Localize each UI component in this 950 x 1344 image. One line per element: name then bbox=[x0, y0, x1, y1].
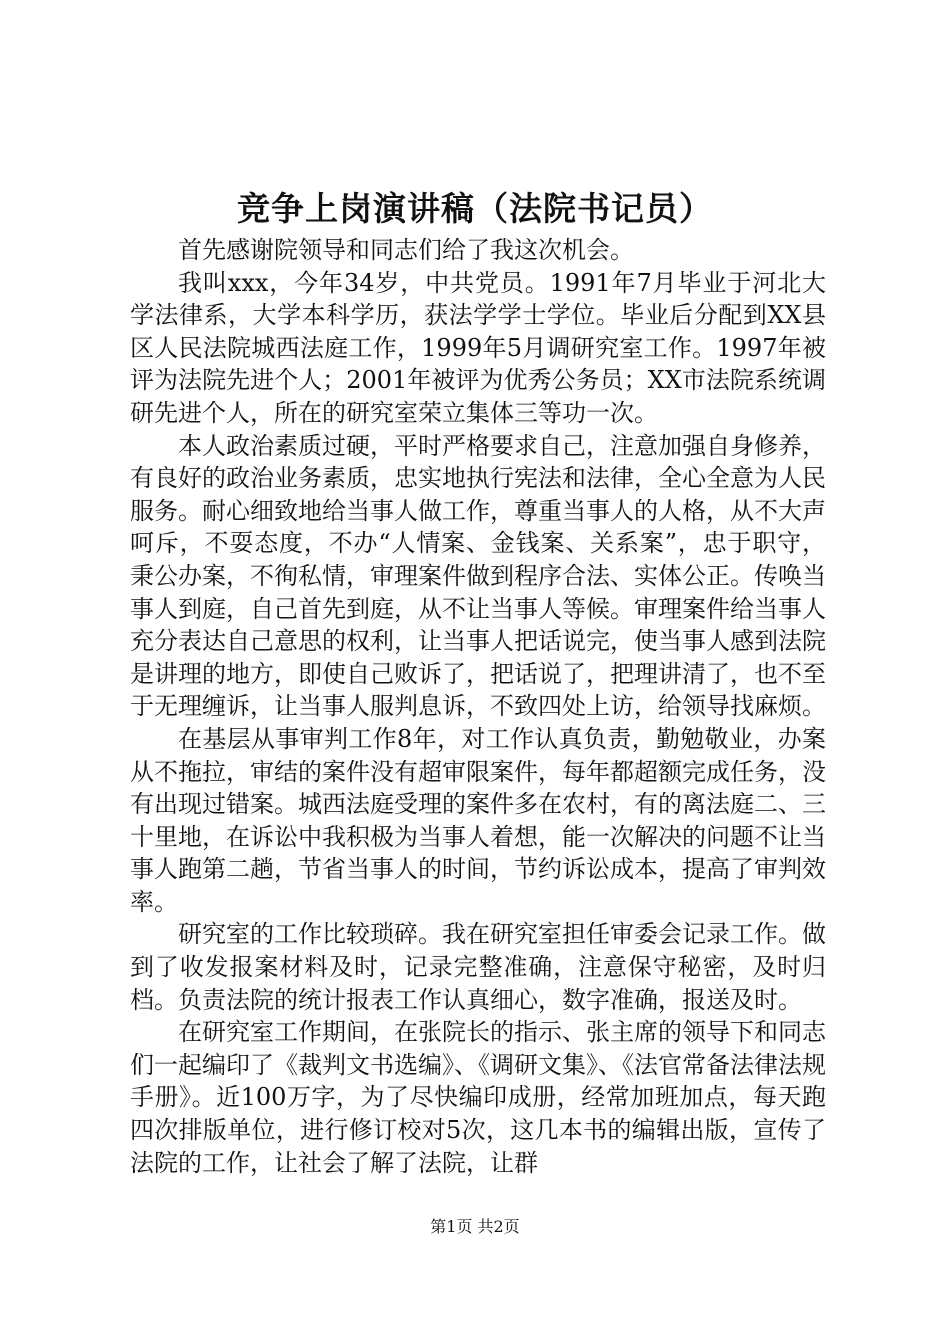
paragraph-5: 研究室的工作比较琐碎。我在研究室担任审委会记录工作。做到了收发报案材料及时，记录完整准确，注意保守秘密，及时归档。负责法院的统计报表工作认真细心，数字准确，报送及时。 bbox=[130, 920, 826, 1014]
paragraph-2: 我叫xxx，今年34岁，中共党员。1991年7月毕业于河北大学法律系，大学本科学历，获法学学士学位。毕业后分配到XX县区人民法院城西法庭工作，1999年5月调研究室工作。1997年被评为法院先进个人；2001年被评为优秀公务员；XX市法院系统调研先进个人，所在的研究室荣立集体三等功一次。 bbox=[130, 268, 826, 427]
paragraph-1: 首先感谢院领导和同志们给了我这次机会。 bbox=[178, 236, 634, 264]
document-body bbox=[130, 234, 826, 1179]
page-footer: 第1页 共2页 bbox=[430, 1217, 520, 1236]
document-title: 竞争上岗演讲稿（法院书记员） bbox=[237, 189, 713, 228]
paragraph-3: 本人政治素质过硬，平时严格要求自己，注意加强自身修养，有良好的政治业务素质，忠实地执行宪法和法律，全心全意为人民服务。耐心细致地给当事人做工作，尊重当事人的人格，从不大声呵斥，不耍态度，不办“人情案、金钱案、关系案”，忠于职守，秉公办案，不徇私情，审理案件做到程序合法、实体公正。传唤当事人到庭，自己首先到庭，从不让当事人等候。审理案件给当事人充分表达自己意思的权利，让当事人把话说完，使当事人感到法院是讲理的地方，即使自己败诉了，把话说了，把理讲清了，也不至于无理缠诉，让当事人服判息诉，不致四处上访，给领导找麻烦。 bbox=[130, 431, 826, 721]
paragraph-6: 在研究室工作期间，在张院长的指示、张主席的领导下和同志们一起编印了《裁判文书选编》、《调研文集》、《法官常备法律法规手册》。近100万字，为了尽快编印成册，经常加班加点，每天跑四次排版单位，进行修订校对5次，这几本书的编辑出版，宣传了法院的工作，让社会了解了法院，让群 bbox=[130, 1018, 826, 1177]
paragraph-4: 在基层从事审判工作8年，对工作认真负责，勤勉敬业，办案从不拖拉，审结的案件没有超审限案件，每年都超额完成任务，没有出现过错案。城西法庭受理的案件多在农村，有的离法庭二、三十里地，在诉讼中我积极为当事人着想，能一次解决的问题不让当事人跑第二趟，节省当事人的时间，节约诉讼成本，提高了审判效率。 bbox=[130, 724, 826, 916]
